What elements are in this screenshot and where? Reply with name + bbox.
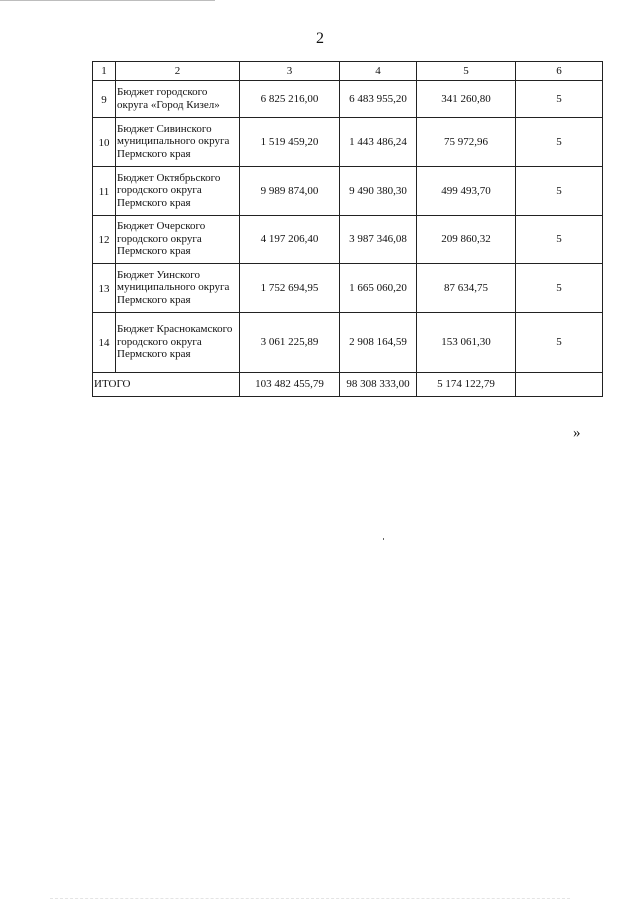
closing-quote-mark: » (573, 425, 581, 441)
budget-name: Бюджет городского округа «Город Кизел» (116, 81, 240, 118)
total-row (93, 373, 603, 397)
table-row (93, 264, 603, 313)
total-label: ИТОГО (93, 373, 240, 397)
value-col3: 1 519 459,20 (240, 118, 340, 167)
value-col3: 3 061 225,89 (240, 313, 340, 373)
table-row (93, 118, 603, 167)
value-col6: 5 (516, 313, 603, 373)
budget-table (92, 61, 603, 397)
row-number: 13 (93, 264, 116, 313)
scan-speck (383, 538, 384, 540)
row-number: 9 (93, 81, 116, 118)
value-col3: 4 197 206,40 (240, 216, 340, 264)
value-col5: 75 972,96 (417, 118, 516, 167)
budget-name: Бюджет Сивинского муниципального округа Пермского края (116, 118, 240, 167)
column-header: 4 (340, 62, 417, 81)
value-col6: 5 (516, 81, 603, 118)
column-header: 3 (240, 62, 340, 81)
value-col5: 87 634,75 (417, 264, 516, 313)
bottom-rule (50, 898, 570, 899)
value-col5: 153 061,30 (417, 313, 516, 373)
value-col6: 5 (516, 216, 603, 264)
column-header: 2 (116, 62, 240, 81)
value-col6: 5 (516, 167, 603, 216)
value-col3: 1 752 694,95 (240, 264, 340, 313)
table-row (93, 313, 603, 373)
table-row (93, 81, 603, 118)
value-col5: 341 260,80 (417, 81, 516, 118)
value-col4: 1 443 486,24 (340, 118, 417, 167)
value-col4: 3 987 346,08 (340, 216, 417, 264)
table-header-row (93, 62, 603, 81)
value-col4: 2 908 164,59 (340, 313, 417, 373)
value-col3: 9 989 874,00 (240, 167, 340, 216)
budget-name: Бюджет Уинского муниципального округа Пермского края (116, 264, 240, 313)
total-col4: 98 308 333,00 (340, 373, 417, 397)
budget-name: Бюджет Краснокамского городского округа Пермского края (116, 313, 240, 373)
column-header: 6 (516, 62, 603, 81)
column-header: 5 (417, 62, 516, 81)
value-col6: 5 (516, 264, 603, 313)
value-col4: 6 483 955,20 (340, 81, 417, 118)
row-number: 14 (93, 313, 116, 373)
page-number: 2 (316, 30, 324, 47)
top-rule (0, 0, 215, 1)
table-row (93, 167, 603, 216)
row-number: 10 (93, 118, 116, 167)
value-col5: 209 860,32 (417, 216, 516, 264)
table-row (93, 216, 603, 264)
column-header: 1 (93, 62, 116, 81)
value-col4: 1 665 060,20 (340, 264, 417, 313)
row-number: 12 (93, 216, 116, 264)
value-col6: 5 (516, 118, 603, 167)
budget-name: Бюджет Октябрьского городского округа Пермского края (116, 167, 240, 216)
value-col4: 9 490 380,30 (340, 167, 417, 216)
value-col3: 6 825 216,00 (240, 81, 340, 118)
row-number: 11 (93, 167, 116, 216)
budget-name: Бюджет Очерского городского округа Пермского края (116, 216, 240, 264)
total-col5: 5 174 122,79 (417, 373, 516, 397)
value-col5: 499 493,70 (417, 167, 516, 216)
total-col3: 103 482 455,79 (240, 373, 340, 397)
total-col6 (516, 373, 603, 397)
